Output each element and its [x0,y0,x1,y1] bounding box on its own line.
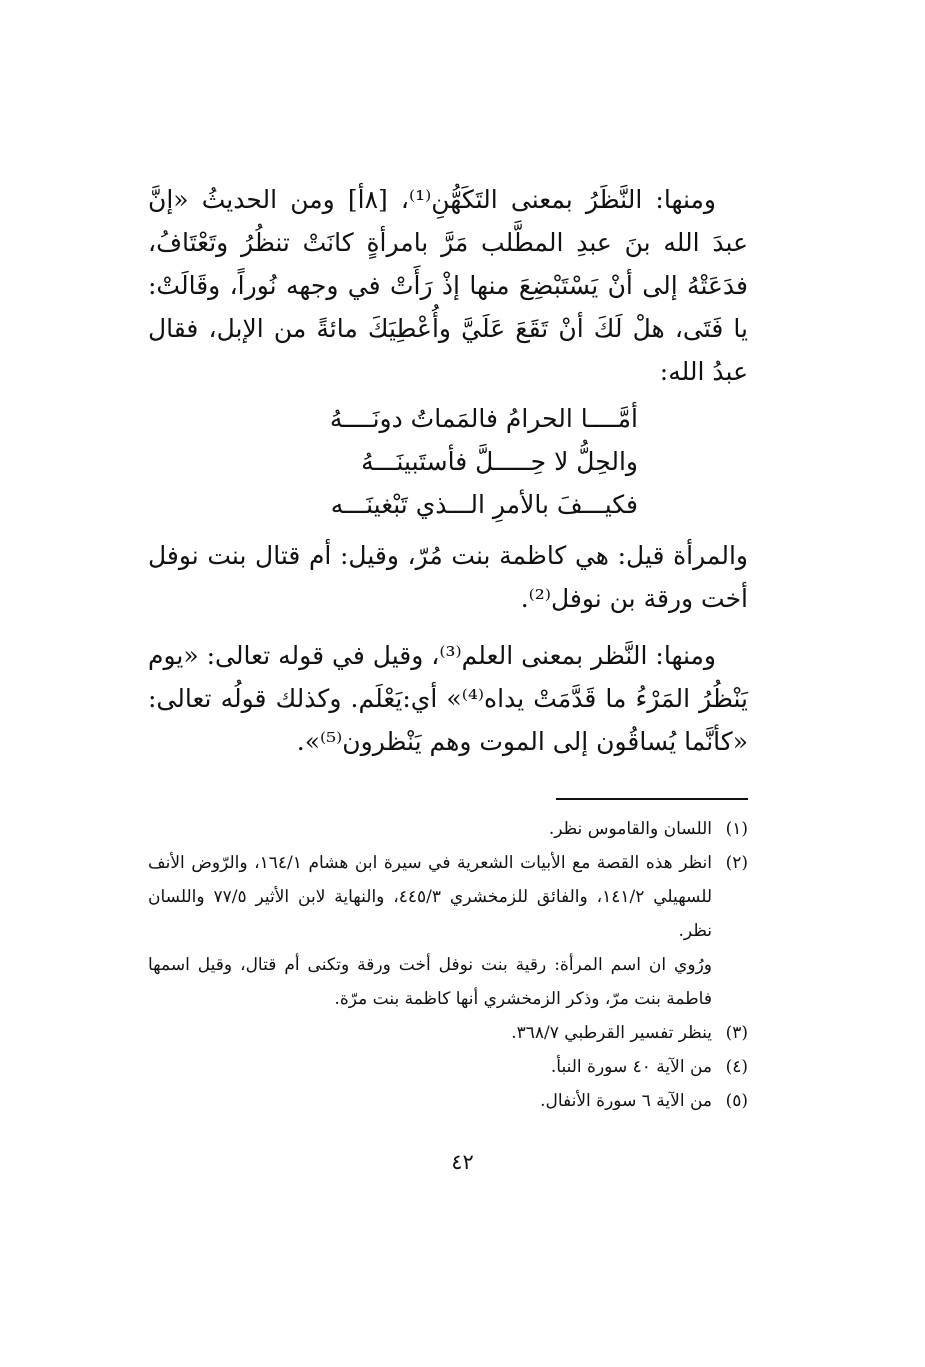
paragraph-3-text: ومنها: النَّظر بمعنى العلم⁽³⁾، وقيل في قوله تعالى: «يوم يَنْظُرُ المَرْءُ ما قَدَّمَتْ يداه⁽⁴⁾» أي:يَعْلَم. وكذلك قولُه تعالى: «كأنَّما يُساقُون إلى الموت وهم يَنْظرون⁽⁵⁾». [148,641,748,756]
paragraph-1-text: ومنها: النَّظَرُ بمعنى التَكَهُّنِ⁽¹⁾، [٨أ] ومن الحديثُ «إنَّ عبدَ الله بنَ عبدِ المطَّلب مَرَّ بامرأةٍ كانَتْ تنظُرُ وتَعْتَافُ، فدَعَتْهُ إلى أنْ يَسْتَبْضِعَ منها إذْ رَأَتْ في وجهه نُوراً، وقَالَتْ: يا فَتَى، هلْ لَكَ أنْ تَقَعَ عَلَيَّ وأُعْطِيَكَ مائةً من الإبل، فقال عبدُ الله: [148,185,748,386]
footnote-text: من الآية ٦ سورة الأنفال. [540,1091,712,1111]
footnote-text: انظر هذه القصة مع الأبيات الشعرية في سيرة ابن هشام ١٦٤/١، والرّوض الأنف للسهيلي ١٤١/٢، والفائق للزمخشري ٤٤٥/٣، والنهاية لابن الأثير ٧٧/٥ واللسان نظر. [148,853,712,941]
footnotes [148,812,748,1118]
footnote-number: (٢) [725,853,748,873]
verse-line-3: فكيـــفَ بالأمرِ الـــذي تَبْغينَـــه [330,490,638,519]
footnote-3 [148,1016,748,1050]
footnote-text: من الآية ٤٠ سورة النبأ. [550,1057,712,1077]
footnote-2 [148,846,748,948]
poem-verses [148,397,748,526]
verse-line-1: أمَّــــا الحرامُ فالمَماتُ دونَــــهُ [329,404,638,433]
page-number: ٤٢ [451,1150,474,1174]
paragraph-3 [148,634,748,763]
footnote-number: (٥) [725,1091,748,1111]
footnote-number [712,948,748,1016]
main-text [148,178,748,763]
verse-line-2: والحِلُّ لا حِـــــلَّ فأستَبينَـــهُ [361,447,638,476]
paragraph-2 [148,534,748,620]
footnote-separator [556,798,748,800]
footnote-number: (٣) [725,1023,748,1043]
paragraph-1 [148,178,748,393]
footnote-text: اللسان والقاموس نظر. [548,819,712,839]
footnote-text: ينظر تفسير القرطبي ٣٦٨/٧. [511,1023,712,1043]
footnote-1 [148,812,748,846]
footnote-2-continued [148,948,748,1016]
footnote-text: ورُوي ان اسم المرأة: رقية بنت نوفل أخت ورقة وتكنى أم قتال، وقيل اسمها فاطمة بنت مرّ، وذكر الزمخشري أنها كاظمة بنت مرّة. [148,955,712,1009]
paragraph-2-text: والمرأة قيل: هي كاظمة بنت مُرّ، وقيل: أم قتال بنت نوفل أخت ورقة بن نوفل⁽²⁾. [148,541,748,613]
footnote-number: (٤) [725,1057,748,1077]
footnote-5 [148,1084,748,1118]
footnote-4 [148,1050,748,1084]
footnote-number: (١) [725,819,748,839]
